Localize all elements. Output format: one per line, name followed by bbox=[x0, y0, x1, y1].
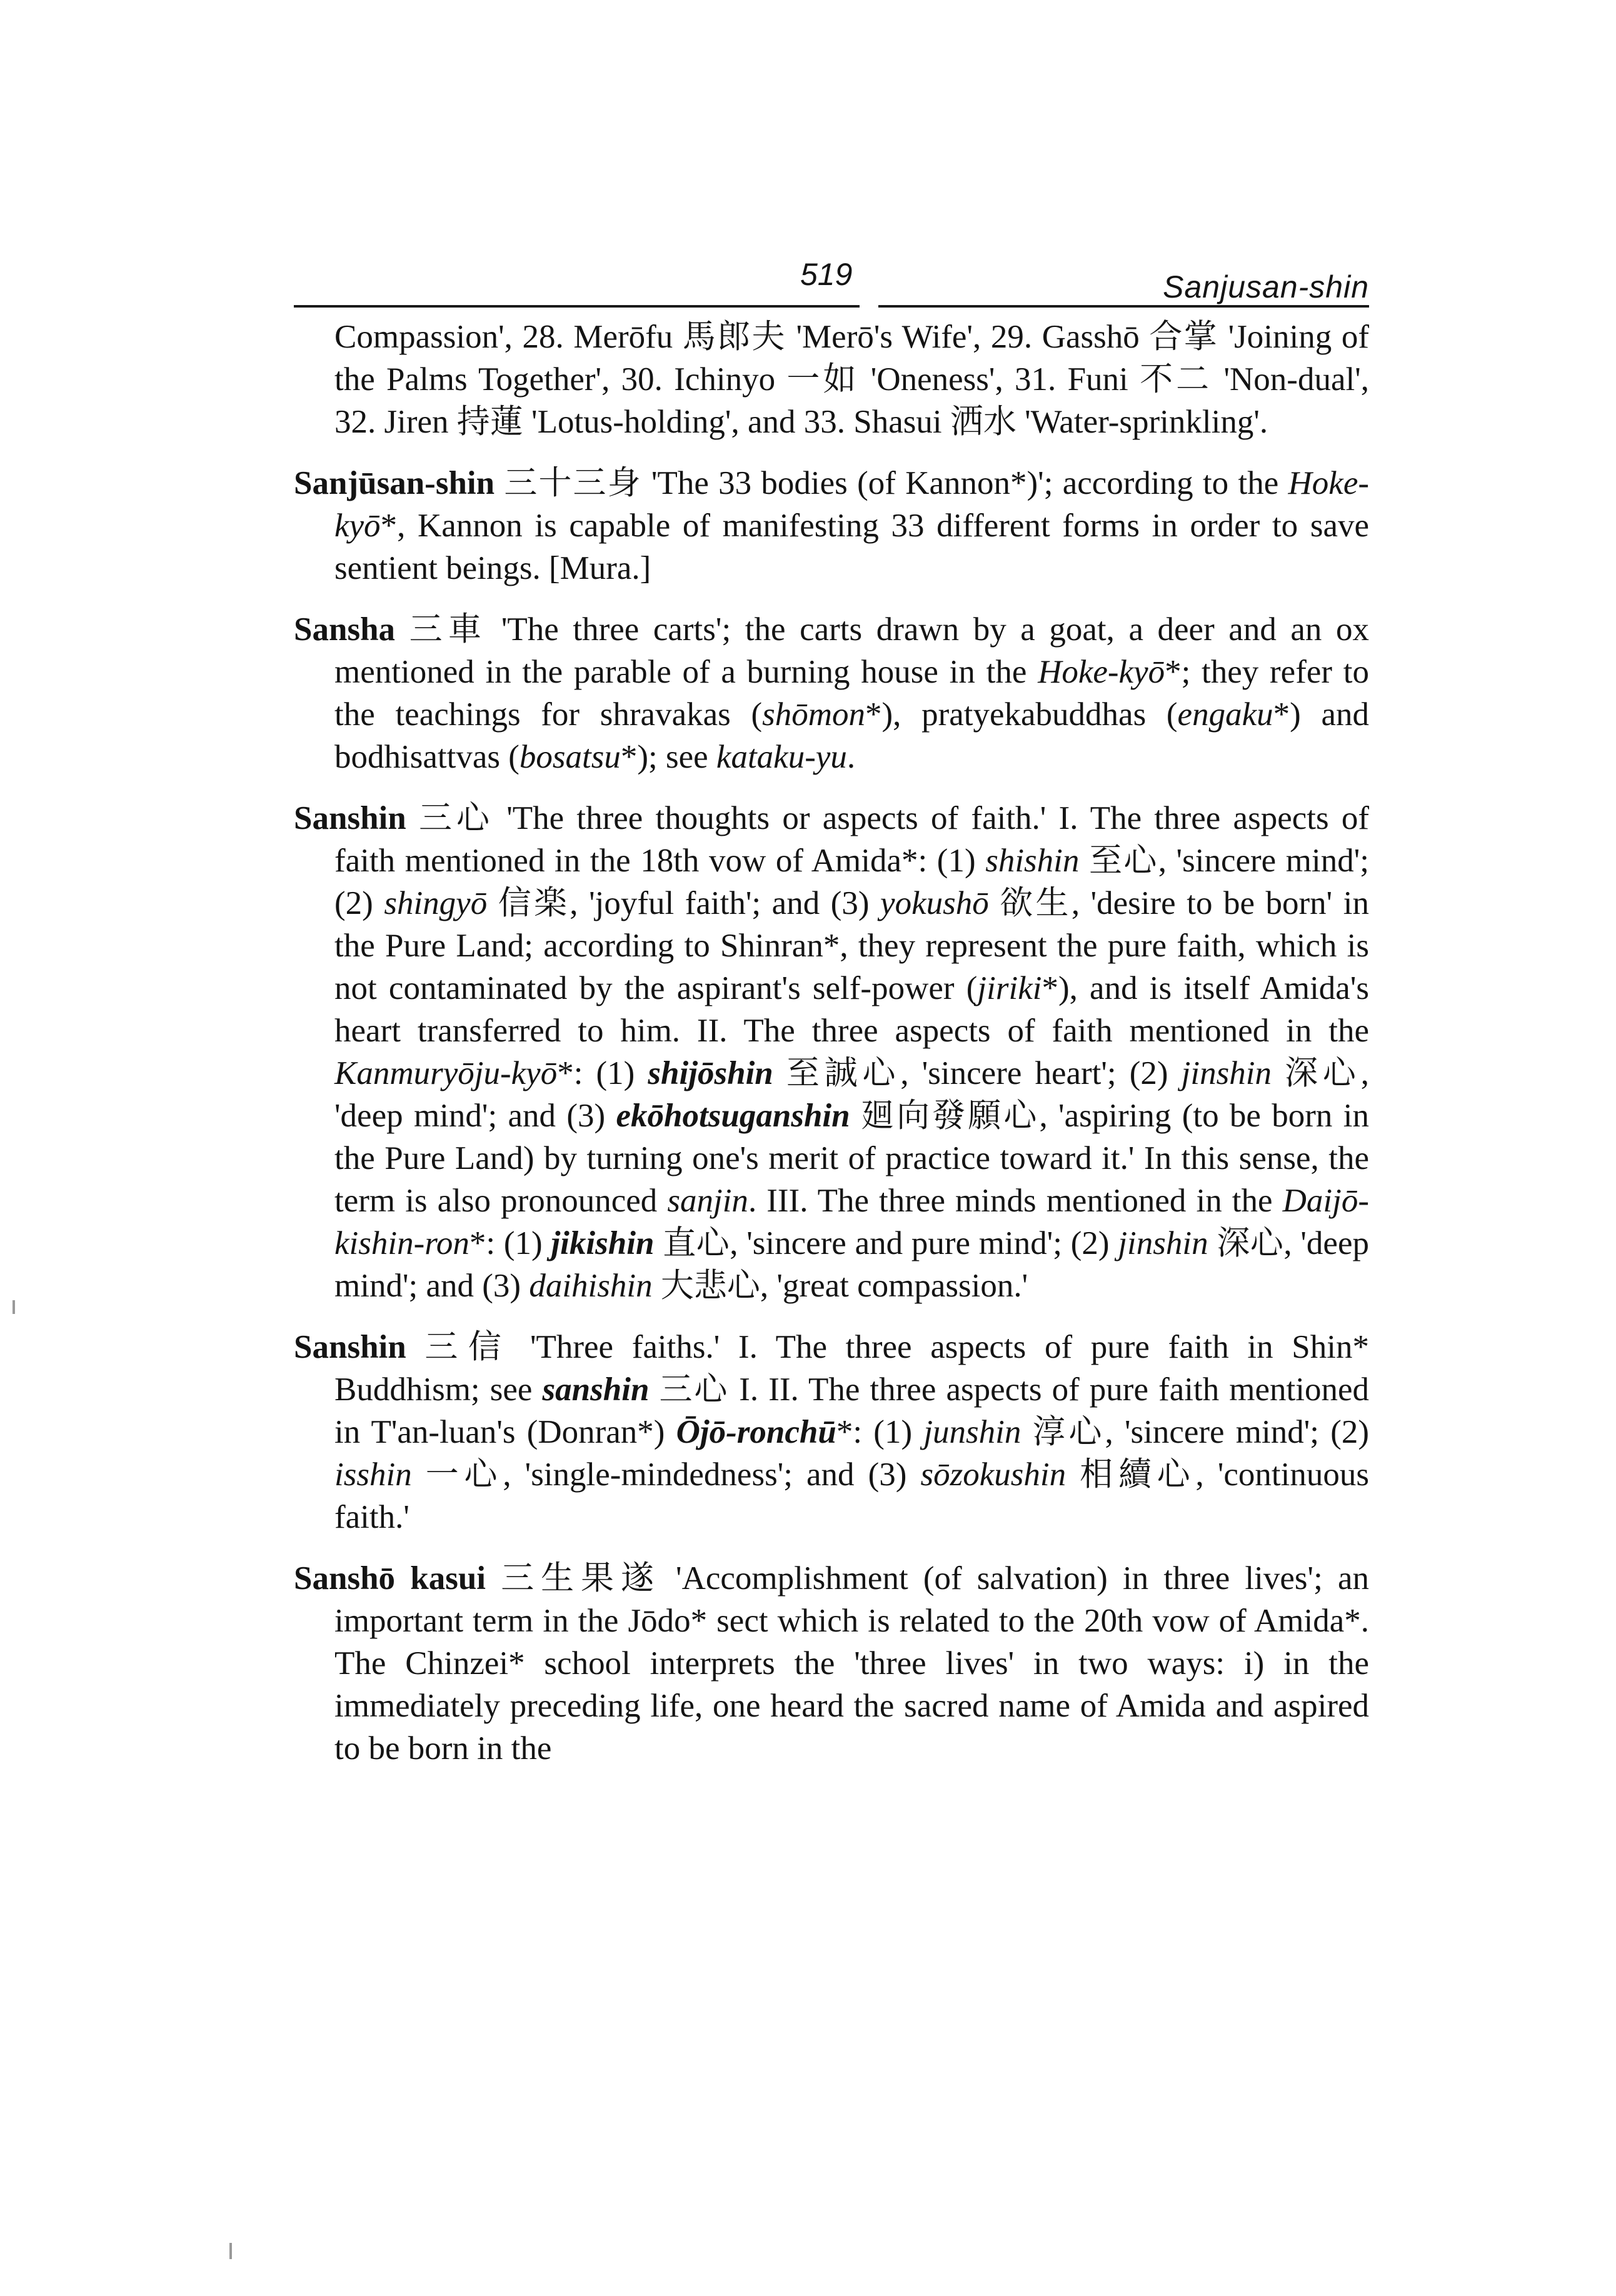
entry-sansho-kasui: Sanshō kasui 三生果遂 'Accomplishment (of salvation) in three lives'; an important term in the Jōdo* sect which is related to the 20th vow of Amida*. The Chinzei* school interprets the 'three lives' in two ways: i) in the immediately preceding life, one heard the sacred name of Amida and aspired to be born in the bbox=[294, 1560, 1369, 1767]
header-rule-left bbox=[294, 305, 860, 308]
page-header bbox=[294, 250, 1369, 319]
headword: Sanjūsan-shin bbox=[294, 465, 495, 501]
entry-sansha: Sansha 三車 'The three carts'; the carts drawn by a goat, a deer and an ox mentioned in the parable of a burning house in the Hoke-kyō*; they refer to the teachings for shravakas (shōmon*), pratyekabuddhas (engaku*) and bodhisattvas (bosatsu*); see kataku-yu. bbox=[294, 611, 1369, 775]
entry-continuation: Compassion', 28. Merōfu 馬郎夫 'Merō's Wife', 29. Gasshō 合掌 'Joining of the Palms Together', 30. Ichinyo 一如 'Oneness', 31. Funi 不二 'Non-dual', 32. Jiren 持蓮 'Lotus-holding', and 33. Shasui 洒水 'Water-sprinkling'. bbox=[334, 319, 1369, 440]
headword: Sanshō kasui bbox=[294, 1560, 486, 1597]
entry-sanjusan-shin: Sanjūsan-shin 三十三身 'The 33 bodies (of Kannon*)'; according to the Hoke-kyō*, Kannon is capable of manifesting 33 different forms in order to save sentient beings. [Mura.] bbox=[294, 465, 1369, 586]
page-number: 519 bbox=[800, 257, 853, 292]
headword: Sanshin bbox=[294, 1329, 406, 1365]
header-rule-right bbox=[878, 305, 1369, 308]
headword: Sansha bbox=[294, 611, 396, 648]
entry-sanshin-faith: Sanshin 三信 'Three faiths.' I. The three aspects of pure faith in Shin* Buddhism; see sanshin 三心 I. II. The three aspects of pure faith mentioned in T'an-luan's (Donran*) Ōjō-ronchū*: (1) junshin 淳心, 'sincere mind'; (2) isshin 一心, 'single-mindedness'; and (3) sōzokushin 相續心, 'continuous faith.' bbox=[294, 1329, 1370, 1535]
scan-artifact-mark bbox=[13, 1300, 15, 1314]
entry-sanshin-mind: Sanshin 三心 'The three thoughts or aspects of faith.' I. The three aspects of faith mentioned in the 18th vow of Amida*: (1) shishin 至心, 'sincere mind'; (2) shingyō 信楽, 'joyful faith'; and (3) yokushō 欲生, 'desire to be born' in the Pure Land; according to Shinran*, they represent the pure faith, which is not contaminated by the aspirant's self-power (jiriki*), and is itself Amida's heart transferred to him. II. The three aspects of faith mentioned in the Kanmuryōju-kyō*: (1) shijōshin 至誠心, 'sincere heart'; (2) jinshin 深心, 'deep mind'; and (3) ekōhotsuganshin 廻向發願心, 'aspiring (to be born in the Pure Land) by turning one's merit of practice toward it.' In this sense, the term is also pronounced sanjin. III. The three minds mentioned in the Daijō-kishin-ron*: (1) jikishin 直心, 'sincere and pure mind'; (2) jinshin 深心, 'deep mind'; and (3) daihishin 大悲心, 'great compassion.' bbox=[294, 800, 1370, 1304]
scan-artifact-mark bbox=[229, 2243, 232, 2259]
page-body bbox=[294, 316, 1369, 1788]
running-head: Sanjusan-shin bbox=[1163, 269, 1369, 304]
headword: Sanshin bbox=[294, 800, 406, 836]
